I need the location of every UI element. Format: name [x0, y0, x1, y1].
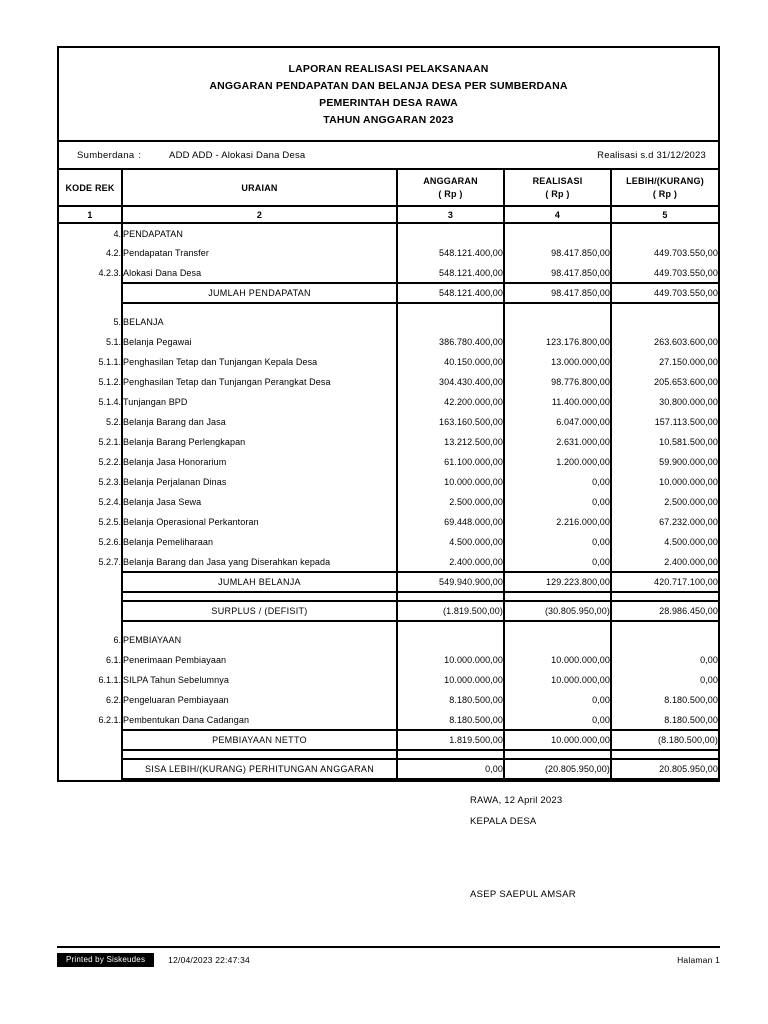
row-anggaran: 8.180.500,00	[397, 710, 504, 730]
row-lebih-kurang: 8.180.500,00	[611, 690, 718, 710]
row-lebih-kurang: 4.500.000,00	[611, 532, 718, 552]
row-anggaran	[397, 312, 504, 332]
row-realisasi: 98.417.850,00	[504, 263, 611, 283]
row-anggaran: 304.430.400,00	[397, 372, 504, 392]
table-row	[59, 710, 718, 730]
row-kode-rek: 6.	[113, 635, 121, 645]
row-anggaran: 13.212.500,00	[397, 432, 504, 452]
row-uraian: Alokasi Dana Desa	[122, 263, 397, 283]
row-realisasi: 2.631.000,00	[504, 432, 611, 452]
page-number: Halaman 1	[677, 955, 720, 965]
row-anggaran: 163.160.500,00	[397, 412, 504, 432]
table-column-number-row	[59, 206, 718, 223]
signature-position: KEPALA DESA	[470, 816, 537, 827]
table-row	[59, 630, 718, 650]
row-lebih-kurang: 30.800.000,00	[611, 392, 718, 412]
row-uraian: Pengeluaran Pembiayaan	[122, 690, 397, 710]
row-anggaran: 10.000.000,00	[397, 650, 504, 670]
table-row	[59, 223, 718, 243]
row-kode-rek: 4.2.	[105, 248, 121, 258]
table-spacer-row	[59, 750, 718, 759]
table-body	[59, 223, 718, 779]
row-lebih-kurang: 10.000.000,00	[611, 472, 718, 492]
total-lebih-kurang: 20.805.950,00	[611, 759, 718, 779]
table-row	[59, 432, 718, 452]
col-header-realisasi-unit: ( Rp )	[545, 188, 570, 199]
row-kode-rek: 4.	[113, 228, 121, 239]
row-realisasi: 98.776.800,00	[504, 372, 611, 392]
row-kode-rek: 5.2.7.	[98, 557, 121, 567]
table-row	[59, 452, 718, 472]
table-row	[59, 352, 718, 372]
row-anggaran	[397, 630, 504, 650]
report-title-line-3: PEMERINTAH DESA RAWA	[319, 97, 458, 109]
table-row	[59, 650, 718, 670]
col-header-anggaran-text: ANGGARAN	[423, 175, 478, 186]
col-number-5: 5	[611, 206, 718, 223]
table-total-row	[59, 601, 718, 621]
spacer-cell	[504, 621, 611, 630]
table-header-row	[59, 170, 718, 206]
row-realisasi: 10.000.000,00	[504, 670, 611, 690]
signature-block	[470, 790, 720, 905]
sumberdana-value: ADD ADD - Alokasi Dana Desa	[169, 149, 306, 161]
row-realisasi	[504, 223, 611, 243]
total-lebih-kurang: 28.986.450,00	[611, 601, 718, 621]
row-realisasi: 11.400.000,00	[504, 392, 611, 412]
row-kode-rek: 5.1.4.	[98, 397, 121, 407]
spacer-cell	[504, 592, 611, 601]
row-uraian: Penerimaan Pembiayaan	[122, 650, 397, 670]
total-label: SURPLUS / (DEFISIT)	[122, 601, 397, 621]
total-label: PEMBIAYAAN NETTO	[122, 730, 397, 750]
row-kode-rek: 6.1.	[105, 655, 121, 665]
total-lebih-kurang: 449.703.550,00	[611, 283, 718, 303]
table-row	[59, 670, 718, 690]
row-uraian: Pembentukan Dana Cadangan	[122, 710, 397, 730]
row-kode-rek: 5.1.1.	[98, 357, 121, 367]
row-anggaran: 4.500.000,00	[397, 532, 504, 552]
row-uraian: BELANJA	[122, 312, 397, 332]
sumberdana-colon: :	[138, 149, 142, 161]
col-number-4: 4	[504, 206, 611, 223]
spacer-cell	[611, 750, 718, 759]
row-kode-rek: 5.1.	[105, 337, 121, 347]
total-realisasi: 98.417.850,00	[504, 283, 611, 303]
table-row	[59, 512, 718, 532]
row-realisasi: 0,00	[504, 472, 611, 492]
spacer-cell	[397, 303, 504, 312]
row-uraian: Belanja Jasa Honorarium	[122, 452, 397, 472]
spacer-cell	[397, 621, 504, 630]
spacer-cell	[397, 592, 504, 601]
row-uraian: Belanja Pegawai	[122, 332, 397, 352]
col-header-kode: KODE REK	[59, 170, 122, 206]
row-kode-rek: 5.1.2.	[98, 377, 121, 387]
row-kode-rek: 6.2.1.	[98, 715, 121, 725]
row-realisasi: 123.176.800,00	[504, 332, 611, 352]
spacer-cell	[59, 750, 122, 759]
table-row	[59, 372, 718, 392]
spacer-cell	[122, 621, 397, 630]
col-header-realisasi-text: REALISASI	[532, 175, 583, 186]
row-realisasi	[504, 312, 611, 332]
total-realisasi: 129.223.800,00	[504, 572, 611, 592]
total-kode-blank	[59, 572, 122, 592]
row-realisasi: 0,00	[504, 532, 611, 552]
row-lebih-kurang: 8.180.500,00	[611, 710, 718, 730]
table-row	[59, 690, 718, 710]
row-lebih-kurang: 0,00	[611, 670, 718, 690]
row-anggaran	[397, 223, 504, 243]
row-anggaran: 42.200.000,00	[397, 392, 504, 412]
spacer-cell	[59, 621, 122, 630]
col-header-uraian: URAIAN	[122, 170, 397, 206]
row-anggaran: 2.500.000,00	[397, 492, 504, 512]
row-uraian: Penghasilan Tetap dan Tunjangan Perangkat Desa	[122, 372, 397, 392]
row-lebih-kurang: 2.500.000,00	[611, 492, 718, 512]
row-kode-rek: 6.1.1.	[98, 675, 121, 685]
total-label: JUMLAH PENDAPATAN	[122, 283, 397, 303]
spacer-cell	[504, 750, 611, 759]
row-kode-rek: 6.2.	[105, 695, 121, 705]
table-spacer-row	[59, 303, 718, 312]
col-header-anggaran-unit: ( Rp )	[438, 188, 463, 199]
total-realisasi: (30.805.950,00)	[504, 601, 611, 621]
row-uraian: Belanja Pemeliharaan	[122, 532, 397, 552]
row-kode-rek: 4.2.3.	[98, 268, 121, 278]
row-lebih-kurang: 2.400.000,00	[611, 552, 718, 572]
report-title-block	[59, 48, 718, 142]
row-uraian: Belanja Jasa Sewa	[122, 492, 397, 512]
table-row	[59, 552, 718, 572]
row-realisasi: 98.417.850,00	[504, 243, 611, 263]
row-anggaran: 69.448.000,00	[397, 512, 504, 532]
table-row	[59, 412, 718, 432]
row-uraian: PEMBIAYAAN	[122, 630, 397, 650]
col-header-lebih-kurang	[611, 170, 718, 206]
row-lebih-kurang: 263.603.600,00	[611, 332, 718, 352]
spacer-cell	[397, 750, 504, 759]
row-realisasi: 0,00	[504, 492, 611, 512]
row-lebih-kurang: 59.900.000,00	[611, 452, 718, 472]
row-kode-rek: 5.2.5.	[98, 517, 121, 527]
spacer-cell	[122, 303, 397, 312]
total-anggaran: 549.940.900,00	[397, 572, 504, 592]
row-lebih-kurang: 205.653.600,00	[611, 372, 718, 392]
row-uraian: Belanja Barang dan Jasa yang Diserahkan kepada	[122, 552, 397, 572]
table-total-row	[59, 572, 718, 592]
total-anggaran: (1.819.500,00)	[397, 601, 504, 621]
row-realisasi: 10.000.000,00	[504, 650, 611, 670]
table-total-row	[59, 283, 718, 303]
row-realisasi: 0,00	[504, 710, 611, 730]
row-anggaran: 8.180.500,00	[397, 690, 504, 710]
table-row	[59, 332, 718, 352]
row-uraian: SILPA Tahun Sebelumnya	[122, 670, 397, 690]
spacer-cell	[611, 592, 718, 601]
row-realisasi: 2.216.000,00	[504, 512, 611, 532]
total-lebih-kurang: 420.717.100,00	[611, 572, 718, 592]
table-row	[59, 472, 718, 492]
row-uraian: PENDAPATAN	[122, 223, 397, 243]
table-spacer-row	[59, 621, 718, 630]
report-container	[57, 46, 720, 782]
row-anggaran: 548.121.400,00	[397, 243, 504, 263]
spacer-cell	[504, 303, 611, 312]
row-kode-rek: 5.2.6.	[98, 537, 121, 547]
row-lebih-kurang	[611, 223, 718, 243]
realisasi-period-note: Realisasi s.d 31/12/2023	[597, 149, 706, 161]
report-title-line-1: LAPORAN REALISASI PELAKSANAAN	[288, 63, 489, 75]
row-uraian: Pendapatan Transfer	[122, 243, 397, 263]
row-anggaran: 386.780.400,00	[397, 332, 504, 352]
table-total-row	[59, 759, 718, 779]
total-kode-blank	[59, 601, 122, 621]
sumberdana-row	[59, 142, 718, 170]
row-uraian: Penghasilan Tetap dan Tunjangan Kepala Desa	[122, 352, 397, 372]
row-lebih-kurang: 10.581.500,00	[611, 432, 718, 452]
sumberdana-label: Sumberdana	[77, 149, 135, 161]
realisasi-table	[59, 170, 718, 780]
report-title-line-2: ANGGARAN PENDAPATAN DAN BELANJA DESA PER SUMBERDANA	[209, 80, 568, 92]
row-kode-rek: 5.2.	[105, 417, 121, 427]
col-number-3: 3	[397, 206, 504, 223]
row-uraian: Tunjangan BPD	[122, 392, 397, 412]
spacer-cell	[122, 592, 397, 601]
col-number-2: 2	[122, 206, 397, 223]
page-footer	[57, 953, 720, 967]
row-realisasi: 1.200.000,00	[504, 452, 611, 472]
row-anggaran: 548.121.400,00	[397, 263, 504, 283]
table-row	[59, 263, 718, 283]
col-header-lebih-kurang-unit: ( Rp )	[652, 188, 678, 199]
spacer-cell	[611, 303, 718, 312]
table-spacer-row	[59, 592, 718, 601]
row-realisasi: 6.047.000,00	[504, 412, 611, 432]
sumberdana-left	[77, 150, 305, 161]
row-anggaran: 40.150.000,00	[397, 352, 504, 372]
col-header-anggaran	[397, 170, 504, 206]
signature-name: ASEP SAEPUL AMSAR	[470, 889, 576, 900]
row-kode-rek: 5.2.1.	[98, 437, 121, 447]
total-kode-blank	[59, 283, 122, 303]
row-realisasi	[504, 630, 611, 650]
row-lebih-kurang: 449.703.550,00	[611, 263, 718, 283]
spacer-cell	[611, 621, 718, 630]
col-header-lebih-kurang-text: LEBIH/(KURANG)	[626, 175, 704, 186]
total-lebih-kurang: (8.180.500,00)	[611, 730, 718, 750]
row-lebih-kurang: 27.150.000,00	[611, 352, 718, 372]
row-anggaran: 61.100.000,00	[397, 452, 504, 472]
footer-divider	[57, 946, 720, 948]
row-lebih-kurang: 449.703.550,00	[611, 243, 718, 263]
table-row	[59, 243, 718, 263]
table-row	[59, 312, 718, 332]
signature-place-date: RAWA, 12 April 2023	[470, 795, 563, 806]
row-lebih-kurang	[611, 630, 718, 650]
row-lebih-kurang	[611, 312, 718, 332]
row-kode-rek: 5.2.4.	[98, 497, 121, 507]
footer-left	[57, 953, 250, 967]
total-anggaran: 548.121.400,00	[397, 283, 504, 303]
total-realisasi: 10.000.000,00	[504, 730, 611, 750]
table-row	[59, 392, 718, 412]
row-realisasi: 0,00	[504, 552, 611, 572]
table-head	[59, 170, 718, 223]
row-kode-rek: 5.	[113, 317, 121, 327]
row-uraian: Belanja Operasional Perkantoran	[122, 512, 397, 532]
total-anggaran: 0,00	[397, 759, 504, 779]
report-title-line-4: TAHUN ANGGARAN 2023	[323, 114, 454, 126]
row-anggaran: 2.400.000,00	[397, 552, 504, 572]
printed-by-badge: Printed by Siskeudes	[57, 953, 154, 967]
table-total-row	[59, 730, 718, 750]
row-kode-rek: 5.2.3.	[98, 477, 121, 487]
row-realisasi: 0,00	[504, 690, 611, 710]
total-kode-blank	[59, 730, 122, 750]
total-realisasi: (20.805.950,00)	[504, 759, 611, 779]
row-lebih-kurang: 67.232.000,00	[611, 512, 718, 532]
row-uraian: Belanja Barang Perlengkapan	[122, 432, 397, 452]
row-anggaran: 10.000.000,00	[397, 670, 504, 690]
row-anggaran: 10.000.000,00	[397, 472, 504, 492]
spacer-cell	[59, 592, 122, 601]
total-anggaran: 1.819.500,00	[397, 730, 504, 750]
col-header-realisasi	[504, 170, 611, 206]
total-kode-blank	[59, 759, 122, 779]
spacer-cell	[59, 303, 122, 312]
row-kode-rek: 5.2.2.	[98, 457, 121, 467]
row-lebih-kurang: 157.113.500,00	[611, 412, 718, 432]
spacer-cell	[122, 750, 397, 759]
table-row	[59, 492, 718, 512]
row-uraian: Belanja Barang dan Jasa	[122, 412, 397, 432]
total-label: JUMLAH BELANJA	[122, 572, 397, 592]
row-realisasi: 13.000.000,00	[504, 352, 611, 372]
row-uraian: Belanja Perjalanan Dinas	[122, 472, 397, 492]
row-lebih-kurang: 0,00	[611, 650, 718, 670]
table-row	[59, 532, 718, 552]
total-label: SISA LEBIH/(KURANG) PERHITUNGAN ANGGARAN	[122, 759, 397, 779]
col-number-1: 1	[59, 206, 122, 223]
printed-timestamp: 12/04/2023 22:47:34	[168, 955, 250, 965]
